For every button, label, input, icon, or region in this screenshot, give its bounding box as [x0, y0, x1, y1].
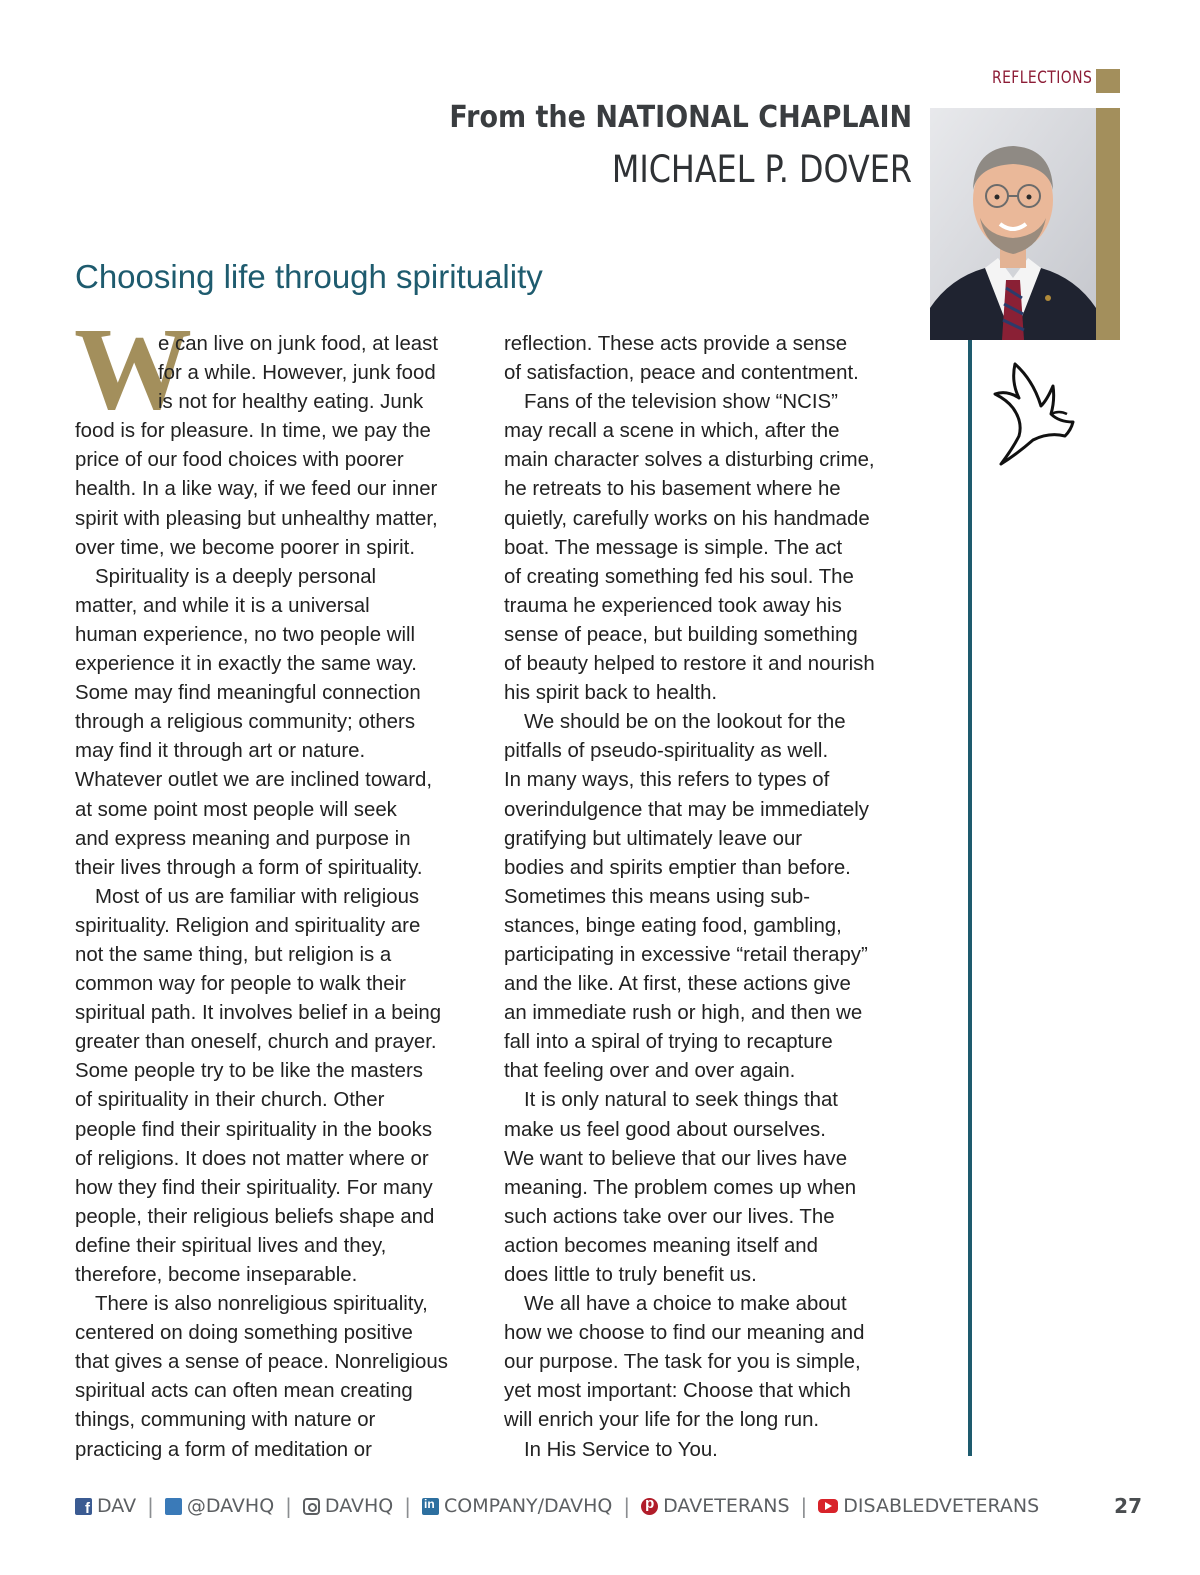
portrait-illustration	[930, 108, 1096, 340]
text-line: spirit with pleasing but unhealthy matter,	[75, 507, 438, 530]
text-line: of spirituality in their church. Other	[75, 1089, 385, 1112]
text-line: practicing a form of meditation or	[75, 1438, 372, 1461]
instagram-icon	[303, 1498, 320, 1515]
twitter-icon	[165, 1498, 182, 1515]
footer-separator: |	[404, 1494, 411, 1518]
text-line: In many ways, this refers to types of	[504, 769, 830, 792]
text-line: trauma he experienced took away his	[504, 594, 842, 617]
text-line: We want to believe that our lives have	[504, 1147, 848, 1170]
text-line: Some people try to be like the masters	[75, 1060, 423, 1083]
social-label: DAV	[97, 1495, 137, 1517]
text-line: In His Service to You.	[524, 1438, 718, 1461]
text-line: quietly, carefully works on his handmade	[504, 507, 870, 530]
text-line: how we choose to find our meaning and	[504, 1322, 865, 1345]
text-line: Whatever outlet we are inclined toward,	[75, 769, 433, 792]
text-line: gratifying but ultimately leave our	[504, 827, 803, 850]
article-title: Choosing life through spirituality	[75, 258, 543, 295]
text-line: people, their religious beliefs shape and	[75, 1205, 435, 1228]
text-line: will enrich your life for the long run.	[504, 1409, 820, 1432]
text-line: Fans of the television show “NCIS”	[524, 391, 838, 414]
text-line: our purpose. The task for you is simple,	[504, 1351, 861, 1374]
text-line: such actions take over our lives. The	[504, 1205, 835, 1228]
social-link-youtube[interactable]	[818, 1495, 1039, 1517]
social-link-instagram[interactable]	[303, 1495, 393, 1517]
text-line: for a while. However, junk food	[158, 362, 436, 385]
text-line: overindulgence that may be immediately	[504, 798, 869, 821]
text-line: define their spiritual lives and they,	[75, 1234, 387, 1257]
footer-separator: |	[285, 1494, 292, 1518]
article-column-right	[504, 330, 914, 1465]
text-line: greater than oneself, church and prayer.	[75, 1031, 437, 1054]
text-line: may find it through art or nature.	[75, 740, 366, 763]
text-line: experience it in exactly the same way.	[75, 653, 417, 676]
article-column-left	[75, 330, 485, 1465]
text-line: There is also nonreligious spirituality,	[95, 1293, 428, 1316]
text-line: Most of us are familiar with religious	[95, 885, 420, 908]
social-link-facebook[interactable]	[75, 1495, 136, 1517]
text-line: boat. The message is simple. The act	[504, 536, 843, 559]
column-divider-rule	[968, 340, 972, 1456]
text-line: through a religious community; others	[75, 711, 416, 734]
text-line: yet most important: Choose that which	[504, 1380, 851, 1403]
social-link-pinterest[interactable]	[641, 1495, 789, 1517]
social-link-twitter[interactable]	[165, 1495, 274, 1517]
text-line: sense of peace, but building something	[504, 623, 858, 646]
social-label: DISABLEDVETERANS	[843, 1495, 1040, 1517]
text-line: therefore, become inseparable.	[75, 1264, 358, 1286]
text-line: Some may find meaningful connection	[75, 682, 421, 705]
text-line: of satisfaction, peace and contentment.	[504, 362, 859, 385]
text-line: does little to truly benefit us.	[504, 1264, 757, 1286]
text-line: and the like. At first, these actions give	[504, 973, 851, 996]
text-line: human experience, no two people will	[75, 623, 416, 646]
footer-separator: |	[623, 1494, 631, 1518]
author-name: MICHAEL P. DOVER	[611, 148, 912, 191]
text-line: food is for pleasure. In time, we pay the	[75, 420, 431, 443]
header-kicker: From the NATIONAL CHAPLAIN	[449, 100, 912, 135]
text-line: make us feel good about ourselves.	[504, 1118, 826, 1141]
text-line: Spirituality is a deeply personal	[95, 565, 377, 588]
page-number: 27	[1114, 1494, 1142, 1518]
pinterest-icon	[641, 1498, 658, 1515]
text-line: main character solves a disturbing crime,	[504, 449, 875, 472]
text-line: and express meaning and purpose in	[75, 827, 411, 850]
footer-separator: |	[147, 1494, 154, 1518]
text-line: health. In a like way, if we feed our inner	[75, 478, 438, 501]
text-line: bodies and spirits emptier than before.	[504, 856, 851, 879]
social-label: DAVETERANS	[663, 1495, 790, 1517]
footer-separator: |	[800, 1494, 808, 1518]
text-line: at some point most people will seek	[75, 798, 397, 821]
text-line: fall into a spiral of trying to recapture	[504, 1031, 833, 1054]
text-line: his spirit back to health.	[504, 682, 718, 705]
linkedin-icon	[422, 1498, 439, 1515]
text-line: over time, we become poorer in spirit.	[75, 536, 415, 559]
text-line: stances, binge eating food, gambling,	[504, 914, 842, 937]
text-line: price of our food choices with poorer	[75, 449, 404, 472]
text-line: spirituality. Religion and spirituality are	[75, 914, 421, 937]
youtube-icon	[818, 1499, 838, 1513]
text-line: not the same thing, but religion is a	[75, 943, 392, 966]
text-line: how they find their spirituality. For many	[75, 1176, 433, 1199]
text-line: We all have a choice to make about	[524, 1293, 847, 1316]
text-line: It is only natural to seek things that	[524, 1089, 838, 1112]
gold-accent-bar	[1096, 108, 1120, 340]
text-line: spiritual acts can often mean creating	[75, 1380, 413, 1403]
text-line: of beauty helped to restore it and nourish	[504, 653, 875, 676]
author-portrait	[930, 108, 1096, 340]
section-label: REFLECTIONS	[991, 68, 1092, 88]
text-line: spiritual path. It involves belief in a being	[75, 1002, 442, 1025]
text-line: he retreats to his basement where he	[504, 478, 841, 501]
text-line: matter, and while it is a universal	[75, 594, 370, 617]
text-line: reflection. These acts provide a sense	[504, 333, 848, 355]
text-line: things, communing with nature or	[75, 1409, 376, 1432]
text-line: an immediate rush or high, and then we	[504, 1002, 863, 1025]
text-line: Sometimes this means using sub-	[504, 885, 810, 908]
text-line: of religions. It does not matter where or	[75, 1147, 429, 1170]
social-link-linkedin[interactable]	[422, 1495, 612, 1517]
text-line: pitfalls of pseudo-spirituality as well.	[504, 740, 829, 763]
text-line: may recall a scene in which, after the	[504, 420, 840, 443]
social-label: @DAVHQ	[186, 1495, 275, 1517]
text-line: We should be on the lookout for the	[524, 711, 846, 734]
text-line: meaning. The problem comes up when	[504, 1176, 857, 1199]
text-line: is not for healthy eating. Junk	[158, 391, 424, 414]
social-label: COMPANY/DAVHQ	[443, 1495, 613, 1517]
text-line: action becomes meaning itself and	[504, 1234, 818, 1257]
drop-cap: W	[74, 303, 192, 434]
text-line: their lives through a form of spirituality.	[75, 856, 423, 879]
text-line: of creating something fed his soul. The	[504, 565, 854, 588]
text-line: e can live on junk food, at least	[158, 333, 438, 355]
text-line: common way for people to walk their	[75, 973, 406, 996]
gold-accent-square	[1096, 69, 1120, 93]
text-line: centered on doing something positive	[75, 1322, 413, 1345]
facebook-icon	[75, 1498, 92, 1515]
text-line: that feeling over and over again.	[504, 1060, 796, 1083]
social-label: DAVHQ	[324, 1495, 394, 1517]
text-line: that gives a sense of peace. Nonreligious	[75, 1351, 448, 1374]
dove-icon	[993, 360, 1077, 468]
text-line: people find their spirituality in the books	[75, 1118, 433, 1141]
text-line: participating in excessive “retail therapy”	[504, 943, 868, 966]
social-footer	[75, 1490, 1075, 1522]
